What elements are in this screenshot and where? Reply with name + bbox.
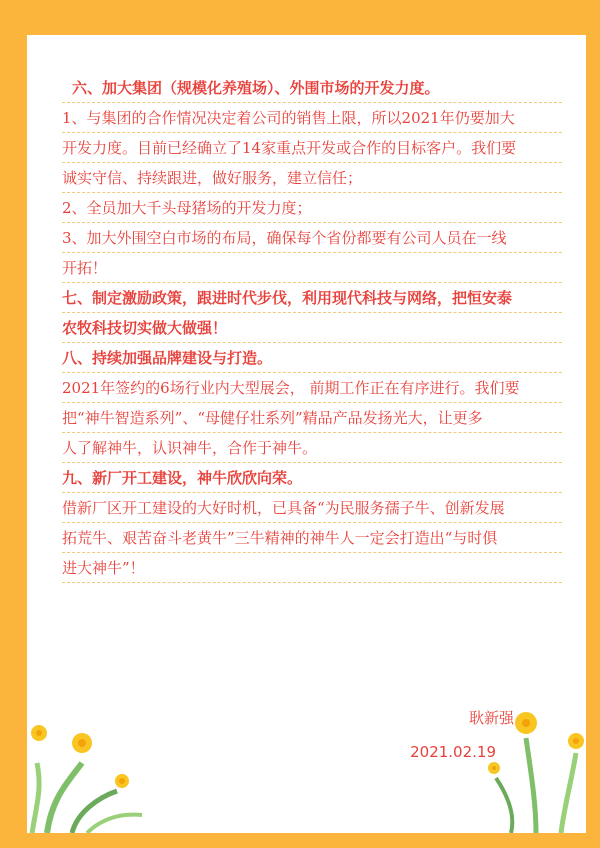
section-heading: 农牧科技切实做大做强！ [62, 313, 562, 343]
body-line: 开发力度。目前已经确立了14家重点开发或合作的目标客户。我们要 [62, 133, 562, 163]
section-heading: 六、加大集团（规模化养殖场）、外围市场的开发力度。 [62, 73, 562, 103]
body-line: 1、与集团的合作情况决定着公司的销售上限，所以2021年仍要加大 [62, 103, 562, 133]
body-line: 进大神牛”！ [62, 553, 562, 583]
flower-decoration-left-icon [27, 703, 167, 833]
section-heading: 八、持续加强品牌建设与打造。 [62, 343, 562, 373]
body-line: 人了解神牛，认识神牛，合作于神牛。 [62, 433, 562, 463]
body-line: 2021年签约的6场行业内大型展会， 前期工作正在有序进行。我们要 [62, 373, 562, 403]
signature: 耿新强 [468, 709, 514, 727]
body-line: 诚实守信、持续跟进，做好服务，建立信任； [62, 163, 562, 193]
letter-body [62, 73, 562, 583]
section-heading: 七、制定激励政策，跟进时代步伐，利用现代科技与网络，把恒安泰 [62, 283, 562, 313]
flower-decoration-right-icon [476, 693, 586, 833]
body-line: 3、加大外围空白市场的布局，确保每个省份都要有公司人员在一线 [62, 223, 562, 253]
body-line: 拓荒牛、艰苦奋斗老黄牛”三牛精神的神牛人一定会打造出“与时俱 [62, 523, 562, 553]
letter-date: 2021.02.19 [410, 743, 496, 761]
letter-page [27, 35, 586, 833]
body-line: 借新厂区开工建设的大好时机，已具备“为民服务孺子牛、创新发展 [62, 493, 562, 523]
body-line: 把“神牛智造系列”、“母健仔壮系列”精品产品发扬光大，让更多 [62, 403, 562, 433]
body-line: 2、全员加大千头母猪场的开发力度； [62, 193, 562, 223]
section-heading: 九、新厂开工建设，神牛欣欣向荣。 [62, 463, 562, 493]
body-line: 开拓！ [62, 253, 562, 283]
